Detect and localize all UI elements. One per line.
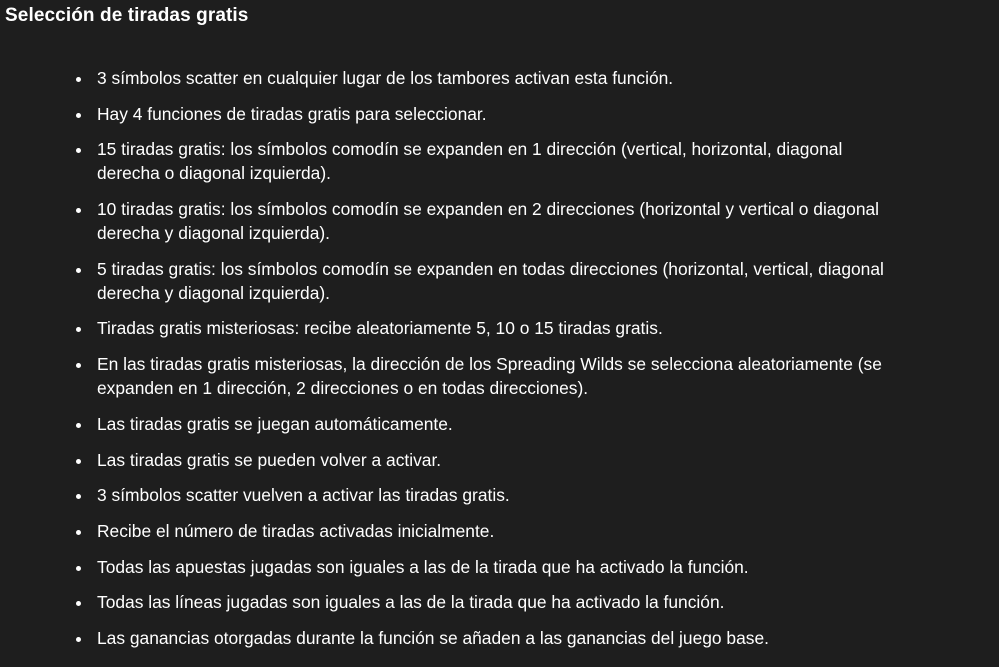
section-title: Selección de tiradas gratis (5, 5, 249, 26)
bullet-icon (76, 77, 81, 82)
rule-text: Recibe el número de tiradas activadas inicialmente. (97, 520, 495, 541)
list-item (74, 626, 904, 650)
rule-text: 15 tiradas gratis: los símbolos comodín se expanden en 1 dirección (vertical, horizontal, diagonal derecha o diagonal izquierda). (97, 139, 843, 184)
list-item (74, 102, 904, 126)
list-item (74, 555, 904, 579)
bullet-icon (76, 530, 81, 535)
rule-text: Las tiradas gratis se pueden volver a activar. (97, 449, 442, 470)
rule-text: Todas las líneas jugadas son iguales a las de la tirada que ha activado la función. (97, 592, 725, 613)
rule-text: En las tiradas gratis misteriosas, la dirección de los Spreading Wilds se selecciona aleatoriamente (se expanden en 1 dirección, 2 direcciones o en todas direcciones). (97, 354, 882, 399)
bullet-icon (76, 423, 81, 428)
list-item (74, 316, 904, 340)
list-item (74, 590, 904, 614)
rule-text: Las ganancias otorgadas durante la función se añaden a las ganancias del juego base. (97, 627, 769, 648)
bullet-icon (76, 363, 81, 368)
rule-text: 3 símbolos scatter en cualquier lugar de los tambores activan esta función. (97, 68, 674, 88)
bullet-icon (76, 601, 81, 606)
list-item (74, 352, 904, 400)
list-item (74, 412, 904, 436)
list-item (74, 257, 904, 305)
bullet-icon (76, 148, 81, 153)
bullet-icon (76, 268, 81, 273)
rule-text: Las tiradas gratis se juegan automáticamente. (97, 413, 453, 434)
bullet-icon (76, 208, 81, 213)
list-item (74, 483, 904, 507)
rules-list (74, 66, 904, 662)
list-item (74, 197, 904, 245)
bullet-icon (76, 637, 81, 642)
bullet-icon (76, 113, 81, 118)
rule-text: 3 símbolos scatter vuelven a activar las tiradas gratis. (97, 485, 510, 506)
bullet-icon (76, 459, 81, 464)
bullet-icon (76, 494, 81, 499)
list-item (74, 137, 904, 185)
list-item (74, 448, 904, 472)
rule-text: 5 tiradas gratis: los símbolos comodín se expanden en todas direcciones (horizontal, vertical, diagonal derecha y diagonal izquierda). (97, 258, 884, 303)
rule-text: 10 tiradas gratis: los símbolos comodín se expanden en 2 direcciones (horizontal y vertical o diagonal derecha y diagonal izquierda). (97, 199, 880, 244)
bullet-icon (76, 327, 81, 332)
bullet-icon (76, 566, 81, 571)
rule-text: Hay 4 funciones de tiradas gratis para seleccionar. (97, 103, 487, 124)
rule-text: Todas las apuestas jugadas son iguales a las de la tirada que ha activado la función. (97, 556, 749, 577)
list-item (74, 66, 904, 90)
list-item (74, 519, 904, 543)
rule-text: Tiradas gratis misteriosas: recibe aleatoriamente 5, 10 o 15 tiradas gratis. (97, 318, 663, 339)
